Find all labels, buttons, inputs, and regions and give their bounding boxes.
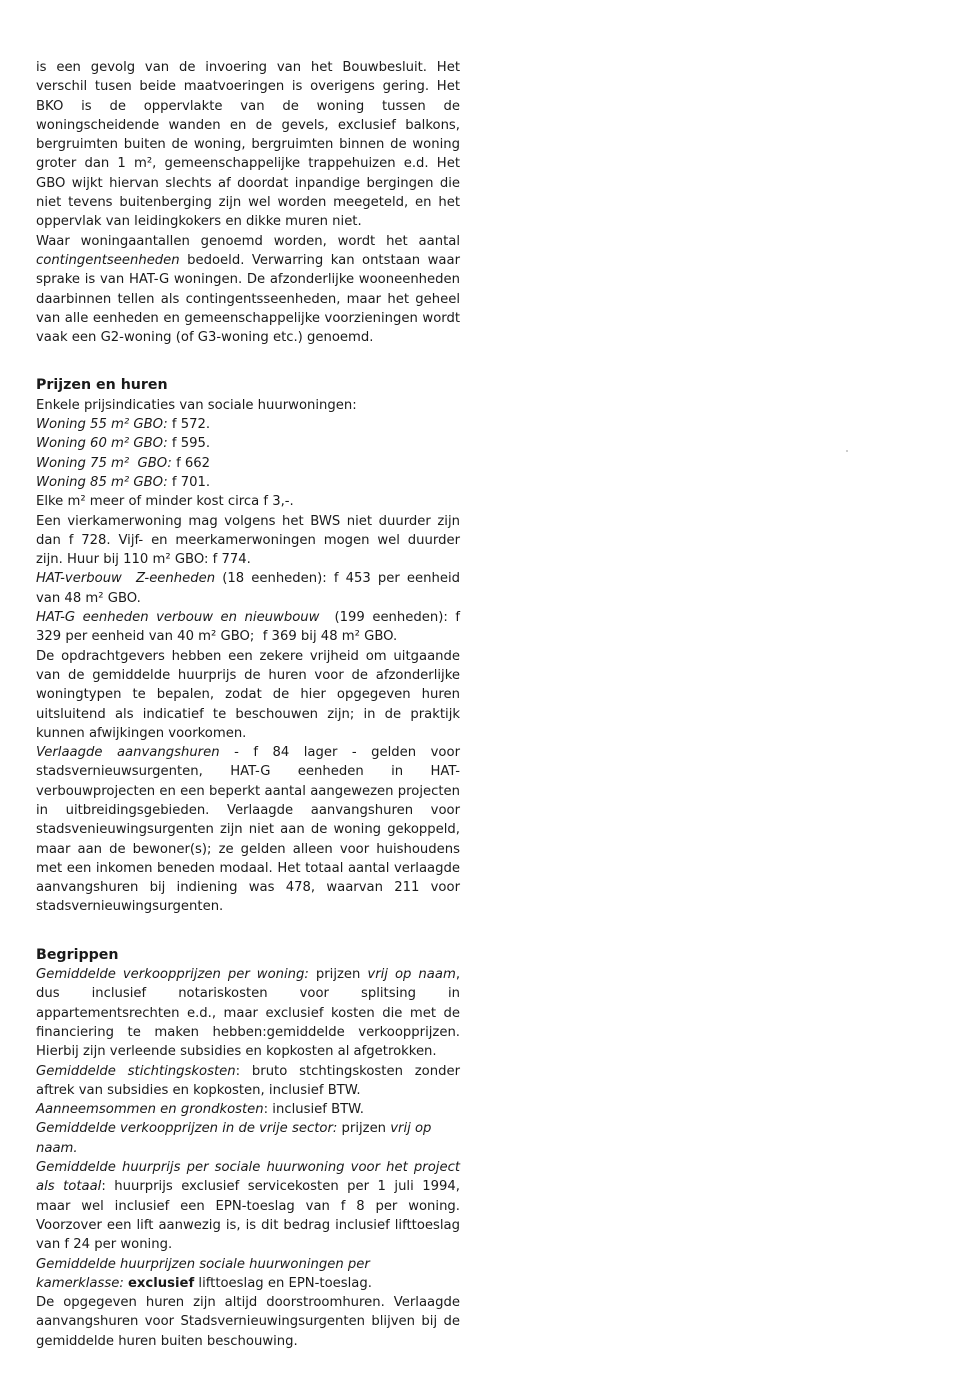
hat-verbouw-term: HAT-verbouw Z-eenheden xyxy=(36,571,216,587)
begrippen-section xyxy=(36,946,460,1351)
hatg-paragraph xyxy=(36,608,465,647)
aanneemsommen-text: : inclusief BTW. xyxy=(263,1102,364,1118)
opdrachtgevers-paragraph: De opdrachtgevers hebben een zekere vrijheid om uitgaande van de gemiddelde huurprijs de huren voor de afzonderlijke woningtypen te bepalen, zodat de hier opgegeven huren uitsluitend als indicatief te beschouwen zijn; in de praktijk kunnen afwijkingen voorkomen. xyxy=(36,648,460,741)
prijs-row-value: f 595. xyxy=(167,436,211,452)
verkoopprijzen-text-b: , dus inclusief notariskosten voor splitsing in appartementsrechten e.d., maar exclusief kosten die met de financiering te maken hebben:gemiddelde verkoopprijzen. Hierbij zijn verleende subsidies en kopkosten al afgetrokken. xyxy=(36,967,461,1060)
begrippen-heading: Begrippen xyxy=(36,946,119,963)
verkoopprijzen-term: Gemiddelde verkoopprijzen per woning: xyxy=(36,967,309,983)
huurprijs-text: : huurprijs exclusief servicekosten per 1 juli 1994, maar wel inclusief een EPN-toeslag van f 8 per woning. Voorzover een lift aanwezig is, is dit bedrag inclusief lifttoeslag van f 24 per woning. xyxy=(36,1179,460,1253)
aanneemsommen-line xyxy=(36,1100,460,1119)
prijzen-heading: Prijzen en huren xyxy=(36,377,168,394)
prijs-row-value: f 572. xyxy=(167,417,211,433)
verlaagd-text: - f 84 lager - gelden voor stadsvernieuwsurgenten, HAT-G eenheden in HAT-verbouwprojecten en een beperkt aantal aangewezen projecten in uitbreidingsgebieden. Verlaagde aanvangshuren voor stadsvenieuwingsurgenten zijn niet aan de woning gekoppeld, maar aan de bewoner(s); ze gelden alleen voor huishoudens met een inkomen beneden modaal. Het totaal aantal verlaagde aanvangshuren bij indiening was 478, waarvan 211 voor stadsvernieuwingsurgenten. xyxy=(36,745,460,915)
prijs-row-label: Woning 85 m² GBO: xyxy=(36,474,168,490)
verkoopprijzen-paragraph xyxy=(36,965,460,1061)
prijs-row xyxy=(36,473,460,492)
hat-verbouw-paragraph xyxy=(36,569,465,608)
vierkamer-paragraph: Een vierkamerwoning mag volgens het BWS niet duurder zijn dan f 728. Vijf- en meerkamerwoningen mogen wel duurder zijn. Huur bij 110 m² GBO: f 774. xyxy=(36,513,460,568)
contingent-text-a: Waar woningaantallen genoemd worden, wordt het aantal xyxy=(36,233,460,249)
verlaagd-paragraph xyxy=(36,743,460,917)
kamerklasse-paragraph xyxy=(36,1255,460,1294)
vrij-op-naam-term: vrij op naam xyxy=(367,967,456,983)
verlaagd-term: Verlaagde aanvangshuren xyxy=(36,745,220,761)
prijs-row xyxy=(36,454,460,473)
vrij-op-naam-term: vrij op naam. xyxy=(36,1121,432,1156)
prijs-row xyxy=(36,434,460,453)
kamerklasse-text: lifttoeslag en EPN-toeslag. xyxy=(194,1275,372,1291)
bko-gbo-paragraph: is een gevolg van de invoering van het Bouwbesluit. Het verschil tusen beide maatvoeringen is overigens gering. Het BKO is de oppervlakte van de woning tussen de woningscheidende wanden en de gevels, exclusief balkons, bergruimten buiten de woning, bergruimten binnen de woning groter dan 1 m², gemeenschappelijke trappehuizen e.d. Het GBO wijkt hiervan slechts af doordat inpandige bergingen die niet tevens buitenberging zijn wel worden meegeteld, en het oppervlak van leidingkokers en dikke muren niet. xyxy=(36,60,460,230)
prijzen-section xyxy=(36,376,465,916)
contingent-term: contingentseenheden xyxy=(36,252,180,268)
kamerklasse-term: Gemiddelde huurprijzen sociale huurwoningen per kamerklasse: xyxy=(36,1256,370,1291)
stichtingskosten-term: Gemiddelde stichtingskosten xyxy=(36,1063,236,1079)
exclusief-emphasis: exclusief xyxy=(127,1275,195,1291)
vrije-sector-term: Gemiddelde verkoopprijzen in de vrije sector: xyxy=(36,1121,338,1137)
contingent-paragraph xyxy=(36,232,460,348)
huurprijs-term: Gemiddelde huurprijs per sociale huurwoning voor het project als totaal xyxy=(36,1160,460,1195)
document-page xyxy=(36,58,465,1351)
prijs-row-label: Woning 55 m² GBO: xyxy=(36,417,168,433)
prijs-row-label: Woning 75 m² GBO: xyxy=(36,455,172,471)
prijs-row-label: Woning 60 m² GBO: xyxy=(36,436,168,452)
prijs-row-value: f 662 xyxy=(171,455,211,471)
contingent-text-b: bedoeld. Verwarring kan ontstaan waar sprake is van HAT-G woningen. De afzonderlijke wooneenheden daarbinnen tellen als contingentsseenheden, maar het geheel van alle eenheden en gemeenschappelijke voorzieningen wordt vaak een G2-woning (of G3-woning etc.) genoemd. xyxy=(36,252,460,346)
extra-m2-line: Elke m² meer of minder kost circa f 3,-. xyxy=(36,494,294,510)
aanneemsommen-term: Aanneemsommen en grondkosten xyxy=(36,1102,264,1118)
prijs-row xyxy=(36,415,460,434)
hat-verbouw-text: (18 eenheden): f 453 per eenheid van 48 m² GBO. xyxy=(36,571,465,606)
hatg-text: (199 eenheden): f 329 per eenheid van 40 m² GBO; f 369 bij 48 m² GBO. xyxy=(36,610,465,645)
prijs-row-value: f 701. xyxy=(167,474,211,490)
doorstroomhuren-paragraph: De opgegeven huren zijn altijd doorstroomhuren. Verlaagde aanvangshuren voor Stadsvernieuwingsurgenten blijven bij de gemiddelde huren buiten beschouwing. xyxy=(36,1295,460,1349)
stichtingskosten-paragraph xyxy=(36,1062,460,1101)
scan-speck xyxy=(846,450,848,452)
verkoopprijzen-text-a: prijzen xyxy=(308,967,368,983)
vrije-sector-line xyxy=(36,1119,460,1158)
hatg-term: HAT-G eenheden verbouw en nieuwbouw xyxy=(36,610,320,626)
stichtingskosten-text: : bruto stchtingskosten zonder aftrek van subsidies en kopkosten, inclusief BTW. xyxy=(36,1063,460,1098)
prijs-intro-line: Enkele prijsindicaties van sociale huurwoningen: xyxy=(36,397,357,413)
vrije-sector-text: prijzen xyxy=(337,1121,391,1137)
huurprijs-paragraph xyxy=(36,1158,460,1254)
intro-section xyxy=(36,58,460,347)
